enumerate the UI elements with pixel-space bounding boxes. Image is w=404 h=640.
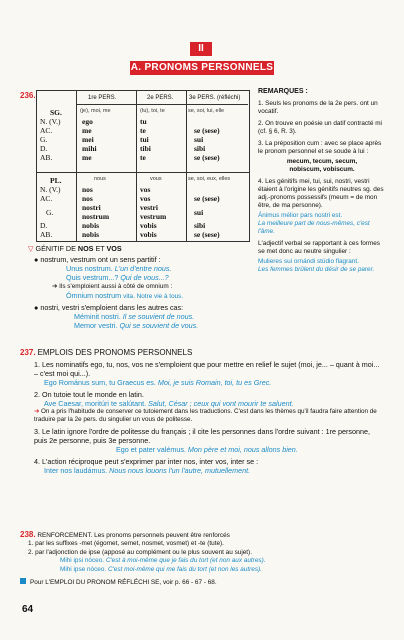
genitive-title-prefix: GÉNITIF DE bbox=[35, 244, 76, 253]
genitive-ex2: Ómnium nostrum bbox=[66, 291, 122, 300]
genitive-line2: nostri, vestri s'emploient dans les autres cas: bbox=[40, 303, 184, 312]
sg-p2: tu bbox=[140, 117, 147, 126]
pl-p1: nos bbox=[82, 185, 93, 194]
genitive-ex1b: Quis vestrum...? bbox=[66, 273, 119, 282]
remark-1: 1. Seuls les pronoms de la 2e pers. ont un vocatif. bbox=[258, 100, 378, 115]
sg-case: AB. bbox=[40, 153, 53, 162]
genitive-title-nos: NOS bbox=[77, 244, 94, 253]
section-237-p3-ex: Ego et pater valémus. bbox=[116, 444, 186, 454]
remark-3-forms-1: mecum, tecum, secum, bbox=[286, 158, 358, 165]
sg-sub-1: (je), moi, me bbox=[80, 108, 111, 114]
sg-p2: te bbox=[140, 153, 146, 162]
pl-case: G. bbox=[46, 208, 54, 217]
section-238-text: RENFORCEMENT. Les pronoms personnels peuvent être renforcés bbox=[37, 532, 230, 539]
remark-ex2: Mulieres sui ornándi stúdio flagrant. bbox=[258, 258, 359, 265]
section-237-p2-ex-fr: Salut, César ; ceux qui vont mourir te saluent. bbox=[148, 399, 294, 408]
section-title: A. PRONOMS PERSONNELS bbox=[130, 62, 274, 73]
section-238-ex1-fr: C'est à moi-même que je fais du tort (et non aux autres). bbox=[105, 557, 266, 565]
remarks-column bbox=[258, 88, 386, 274]
pl-p3: se (sese) bbox=[194, 230, 220, 239]
section-237-p4-ex: Inter nos laudámus. bbox=[44, 465, 108, 475]
genitive-ex3: Méminit nostri. bbox=[74, 312, 121, 321]
section-number-badge: II bbox=[190, 42, 212, 56]
genitive-ex1b-fr: Qui de vous...? bbox=[120, 273, 169, 282]
sg-p3: se (sese) bbox=[194, 126, 220, 135]
remark-2: 2. On trouve en poésie un datif contracté mi (cf. § 6, R. 3). bbox=[258, 120, 382, 135]
col-header-1: 1re PERS. bbox=[88, 95, 117, 101]
sg-p1: me bbox=[82, 153, 92, 162]
pronoun-table bbox=[36, 90, 250, 242]
pl-p3: se (sese) bbox=[194, 194, 220, 203]
pl-p3: sibi bbox=[194, 221, 206, 230]
section-238-ex2: Mihi ipse nóceo. bbox=[60, 565, 107, 573]
remark-3: 3. La préposition cum : avec se place après le pronom personnel et se soude à lui : bbox=[258, 140, 382, 155]
genitive-ex2-fr: vita. Notre vie à tous. bbox=[123, 293, 184, 300]
pl-p2: vobis bbox=[140, 221, 157, 230]
pl-p1: nos bbox=[82, 194, 93, 203]
pl-sub-1: nous bbox=[94, 176, 106, 182]
pl-p3: sui bbox=[194, 208, 204, 217]
sg-p1: ego bbox=[82, 117, 93, 126]
remark-4: 4. Les génitifs mei, tui, sui, nostri, vestri étaient à l'origine les génitifs neutres sg. des adj.-pronoms possessifs (meum = de mon être, de ma personne). bbox=[258, 178, 384, 209]
sg-p2: tui bbox=[140, 135, 149, 144]
section-237-p4-ex-fr: Nous nous louons l'un l'autre, mutuellement. bbox=[109, 465, 251, 475]
genitive-ex4-fr: Qui se souvient de vous. bbox=[119, 321, 199, 330]
sg-case: AC. bbox=[40, 126, 53, 135]
footer-bullet-icon bbox=[20, 578, 26, 584]
genitive-line1: nostrum, vestrum ont un sens partitif : bbox=[40, 255, 161, 264]
sg-p2: te bbox=[140, 126, 146, 135]
pl-p2: vobis bbox=[140, 230, 157, 239]
section-238-l1: 1. par les suffixes -met (égomet, semet, nosmet, vosmet) et -te (tute). bbox=[28, 540, 224, 548]
section-237: 237. EMPLOIS DES PRONOMS PERSONNELS 1. Les nominatifs ego, tu, nos, vos ne s'emploient que pour mettre en relief le sujet (moi, je... – quant à moi... – c'est moi qui...). Ego Románus sum, tu Graecus es. Moi, je suis Romain, toi, tu es Grec. 2. On tutoie tout le monde en latin. Ave Caesar, moritúri te salútant. Salut, César ; ceux qui vont mourir te saluent. ➔ On a pris l'habitude de conserver ce tutoiement dans les traductions. C'est dans les thèmes qu'il faudra faire attention de traduire par la 2e pers. du singulier un vous de politesse. 3. Le latin ignore l'ordre de politesse du français ; il cite les personnes dans l'ordre suivant : 1re personne, puis 2e personne, puis 3e personne. Ego et pater valémus. Mon père et moi, nous allons bien. 4. L'action réciproque peut s'exprimer par inter nos, inter vos, inter se : Inter nos laudámus. Nous nous louons l'un l'autre, mutuellement. bbox=[20, 348, 384, 475]
genitive-block: ▽ GÉNITIF DE NOS ET VOS ● nostrum, vestrum ont un sens partitif : Unus nostrum. L'un d'entre nous. Quis vestrum...? Qui de vous...? ➔ Ils s'emploient aussi à côté de omnium : Ómnium nostrum vita. Notre vie à tous. ● nostri, vestri s'emploient dans les autres cas: Méminit nostri. Il se souvient de nous. Memor vestri. Qui se souvient de vous. bbox=[28, 244, 199, 330]
pl-case: AB. bbox=[40, 230, 53, 239]
section-238-ex1: Mihi ipsi nóceo. bbox=[60, 557, 105, 565]
sg-case: G. bbox=[40, 135, 48, 144]
remark-ex1-fr: La meilleure part de nous-mêmes, c'est l'âme. bbox=[258, 220, 370, 235]
remarks-title: REMARQUES : bbox=[258, 88, 308, 95]
pl-sub-3: se, soi, eux, elles bbox=[188, 176, 231, 182]
pl-p2: vos bbox=[140, 185, 151, 194]
pl-label: PL. bbox=[50, 176, 62, 185]
remark-5: L'adjectif verbal se rapportant à ces formes se met donc au neutre singulier : bbox=[258, 240, 380, 255]
genitive-note: Ils s'emploient aussi à côté de omnium : bbox=[59, 283, 173, 290]
sg-case: N. (V.) bbox=[40, 117, 61, 126]
sg-sub-2: (tu), toi, te bbox=[140, 108, 165, 114]
section-237-p4: 4. L'action réciproque peut s'exprimer par inter nos, inter vos, inter se : bbox=[34, 456, 259, 466]
pl-sub-2: vous bbox=[150, 176, 162, 182]
section-238 bbox=[20, 530, 384, 587]
sg-p3: se (sese) bbox=[194, 153, 220, 162]
pl-p2: vos bbox=[140, 194, 151, 203]
section-237-title: EMPLOIS DES PRONOMS PERSONNELS bbox=[37, 348, 193, 357]
remark-3-forms-2: nobiscum, vobiscum. bbox=[289, 166, 355, 173]
sg-p1: mihi bbox=[82, 144, 97, 153]
section-238-ex2-fr: C'est moi-même qui me fais du tort (et non les autres). bbox=[107, 565, 262, 573]
genitive-title-and: ET bbox=[95, 244, 105, 253]
section-238-l2: 2. par l'adjonction de ipse (apposé au complément ou le plus souvent au sujet). bbox=[28, 548, 252, 556]
pl-p2: vestri bbox=[140, 203, 158, 212]
section-237-p2: 2. On tutoie tout le monde en latin. bbox=[34, 390, 144, 399]
paragraph-number-236: 236. bbox=[20, 91, 36, 100]
pl-case: D. bbox=[40, 221, 48, 230]
genitive-ex1a-fr: L'un d'entre nous. bbox=[114, 264, 172, 273]
col-header-3: 3e PERS. (réfléchi) bbox=[189, 95, 241, 101]
section-237-p1: 1. Les nominatifs ego, tu, nos, vos ne s'emploient que pour mettre en relief le sujet (moi, je... – quant à moi... – c'est moi qui...). bbox=[34, 360, 380, 378]
pl-case: N. (V.) bbox=[40, 185, 61, 194]
section-237-p1-ex-fr: Moi, je suis Romain, toi, tu es Grec. bbox=[157, 378, 272, 387]
remark-ex2-fr: Les femmes brûlent du désir de se parer. bbox=[258, 266, 375, 273]
section-237-p1-ex: Ego Románus sum, tu Graecus es. bbox=[44, 378, 156, 387]
genitive-ex4: Memor vestri. bbox=[74, 321, 118, 330]
sg-label: SG. bbox=[50, 108, 62, 117]
sg-p2: tibi bbox=[140, 144, 151, 153]
col-header-2: 2e PERS. bbox=[147, 95, 174, 101]
sg-case: D. bbox=[40, 144, 48, 153]
pl-p1: nostrum bbox=[82, 212, 110, 221]
sg-p3: sui bbox=[194, 135, 204, 144]
genitive-title-vos: VOS bbox=[106, 244, 122, 253]
genitive-ex1a: Unus nostrum. bbox=[66, 264, 113, 273]
pl-case: AC. bbox=[40, 194, 53, 203]
sg-p1: mei bbox=[82, 135, 94, 144]
paragraph-number-238: 238. bbox=[20, 530, 36, 539]
footer-note: Pour L'EMPLOI DU PRONOM RÉFLÉCHI SE, voir p. 66 - 67 - 68. bbox=[30, 579, 217, 587]
sg-p3: sibi bbox=[194, 144, 206, 153]
pl-p1: nobis bbox=[82, 230, 100, 239]
sg-p1: me bbox=[82, 126, 92, 135]
section-237-p3: 3. Le latin ignore l'ordre de politesse du français ; il cite les personnes dans l'ordre suivant : 1re personne, puis 2e personne, puis 3e personne. bbox=[34, 426, 370, 445]
section-237-p3-ex-fr: Mon père et moi, nous allons bien. bbox=[187, 444, 298, 454]
page-number: 64 bbox=[22, 604, 34, 615]
pl-p1: nobis bbox=[82, 221, 100, 230]
remark-ex1: Ánimus mélior pars nostri est. bbox=[258, 212, 343, 219]
section-237-p2-ex: Ave Caesar, moritúri te salútant. bbox=[44, 399, 147, 408]
paragraph-number-237: 237. bbox=[20, 348, 36, 357]
pl-p2: vestrum bbox=[140, 212, 167, 221]
section-237-p2-note: On a pris l'habitude de conserver ce tutoiement dans les traductions. C'est dans les thèmes qu'il faudra faire attention de traduire par la 2e pers. du singulier un vous de politesse. bbox=[34, 408, 377, 423]
genitive-ex3-fr: Il se souvient de nous. bbox=[122, 312, 195, 321]
sg-sub-3: se, soi, lui, elle bbox=[188, 108, 225, 114]
pl-p1: nostri bbox=[82, 203, 101, 212]
